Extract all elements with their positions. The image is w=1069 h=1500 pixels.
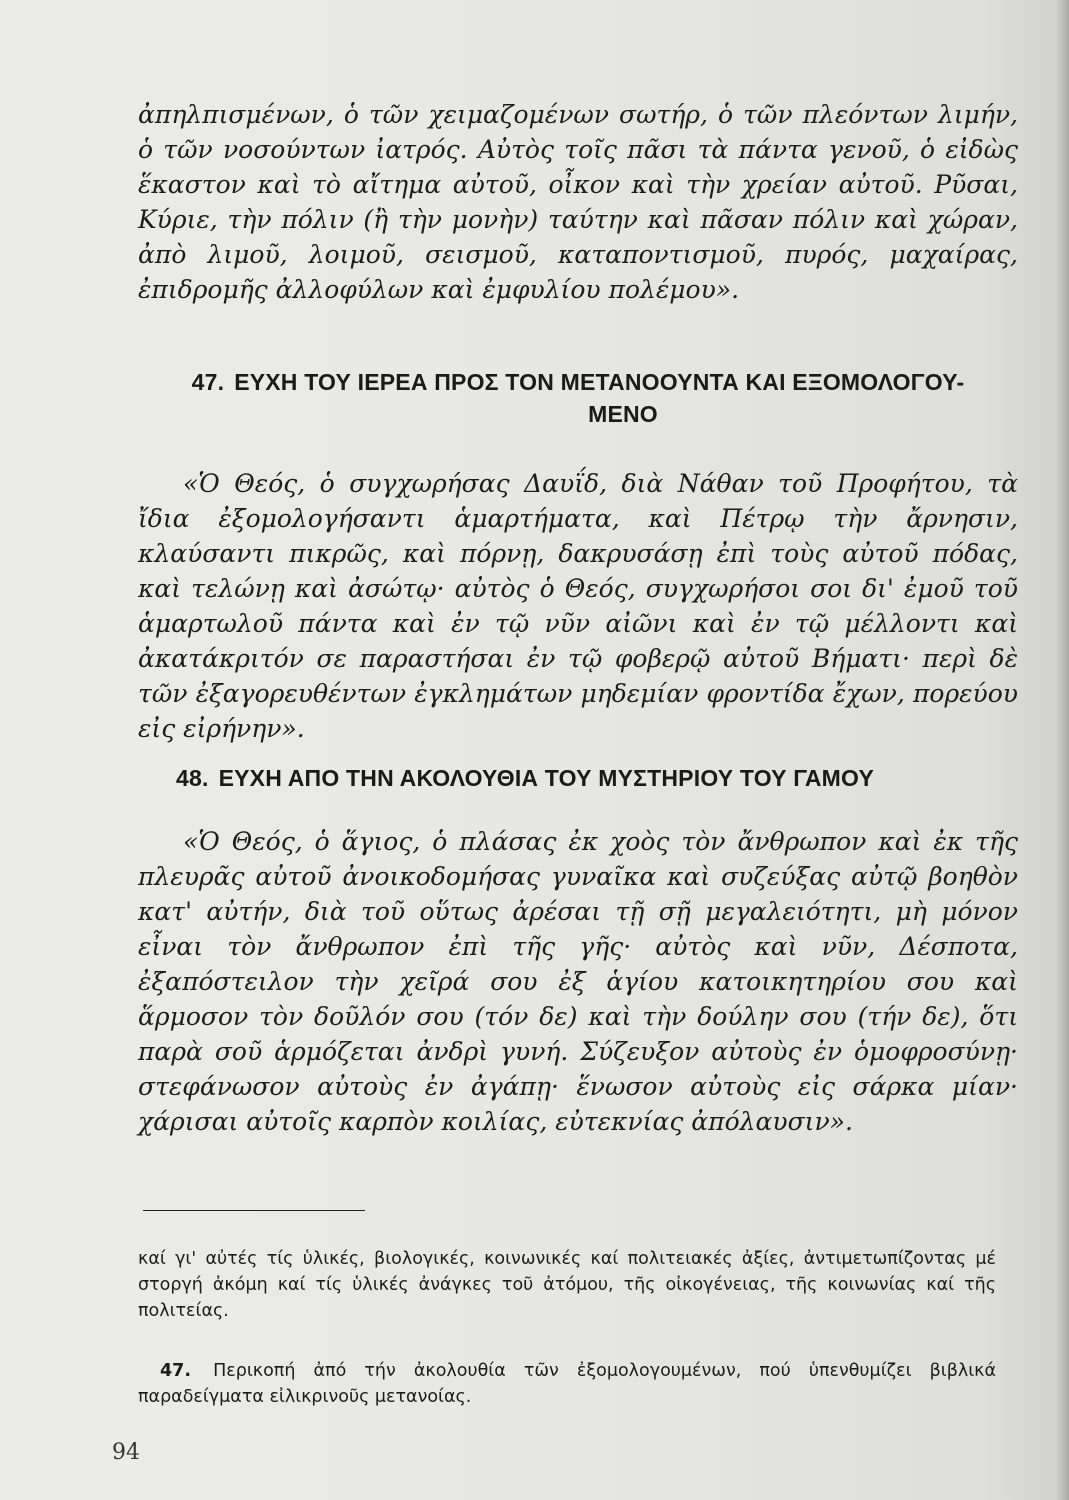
- section-title-47: ΕΥΧΗ ΤΟΥ ΙΕΡΕΑ ΠΡΟΣ ΤΟΝ ΜΕΤΑΝΟΟΥΝΤΑ ΚΑΙ ΕΞΟΜΟΛΟΓΟΥ-: [234, 369, 965, 395]
- section-heading-48: [176, 762, 1018, 794]
- section-number-48: 48.: [176, 765, 209, 791]
- section-title-48: ΕΥΧΗ ΑΠΟ ΤΗΝ ΑΚΟΛΟΥΘΙΑ ΤΟΥ ΜΥΣΤΗΡΙΟΥ ΤΟΥ ΓΑΜΟΥ: [218, 765, 874, 791]
- marriage-prayer-paragraph: «Ὁ Θεός, ὁ ἅγιος, ὁ πλάσας ἐκ χοὸς τὸν ἄνθρωπον καὶ ἐκ τῆς πλευρᾶς αὐτοῦ ἀνοικοδομήσας γυναῖκα καὶ συζεύξας αὐτῷ βοηθὸν κατ' αὐτήν, διὰ τοῦ οὕτως ἀρέσαι τῇ σῇ μεγαλειότητι, μὴ μόνον εἶναι τὸν ἄνθρωπον ἐπὶ τῆς γῆς· αὐτὸς καὶ νῦν, Δέσποτα, ἐξαπόστειλον τὴν χεῖρά σου ἐξ ἁγίου κατοικητηρίου σου καὶ ἅρμοσον τὸν δοῦλόν σου (τόν δε) καὶ τὴν δούλην σου (τήν δε), ὅτι παρὰ σοῦ ἁρμόζεται ἀνδρὶ γυνή. Σύζευξον αὐτοὺς ἐν ὁμοφροσύνῃ· στεφάνωσον αὐτοὺς ἐν ἀγάπῃ· ἕνωσον αὐτοὺς εἰς σάρκα μίαν· χάρισαι αὐτοῖς καρπὸν κοιλίας, εὐτεκνίας ἀπόλαυσιν».: [138, 827, 1018, 1136]
- confession-prayer-paragraph: «Ὁ Θεός, ὁ συγχωρήσας Δαυΐδ, διὰ Νάθαν τοῦ Προφήτου, τὰ ἴδια ἐξομολογήσαντι ἁμαρτήματα, καὶ Πέτρῳ τὴν ἄρνησιν, κλαύσαντι πικρῶς, καὶ πόρνῃ, δακρυσάσῃ ἐπὶ τοὺς αὐτοῦ πόδας, καὶ τελώνῃ καὶ ἀσώτῳ· αὐτὸς ὁ Θεός, συγχωρήσοι σοι δι' ἐμοῦ τοῦ ἁμαρτωλοῦ πάντα καὶ ἐν τῷ νῦν αἰῶνι καὶ ἐν τῷ μέλλοντι καὶ ἀκατάκριτόν σε παραστήσαι ἐν τῷ φοβερῷ αὐτοῦ Βήματι· περὶ δὲ τῶν ἐξαγορευθέντων ἐγκλημάτων μηδεμίαν φροντίδα ἔχων, πορεύου εἰς εἰρήνην».: [138, 469, 1018, 743]
- footnote-text: Περικοπή ἀπό τήν ἀκολουθία τῶν ἐξομολογουμένων, πού ὑπενθυμίζει βιβλικά παραδείγματα εἰλικρινοῦς μετανοίας.: [138, 1361, 996, 1407]
- footnote-47: [138, 1358, 996, 1410]
- section-number-47: 47.: [191, 369, 225, 395]
- prayer-paragraph-continued: ἀπηλπισμένων, ὁ τῶν χειμαζομένων σωτήρ, ὁ τῶν πλεόντων λιμήν, ὁ τῶν νοσούντων ἰατρός. Αὐτὸς τοῖς πᾶσι τὰ πάντα γενοῦ, ὁ εἰδὼς ἕκαστον καὶ τὸ αἴτημα αὐτοῦ, οἶκον καὶ τὴν χρείαν αὐτοῦ. Ρῦσαι, Κύριε, τὴν πόλιν (ἢ τὴν μονὴν) ταύτην καὶ πᾶσαν πόλιν καὶ χώραν, ἀπὸ λιμοῦ, λοιμοῦ, σεισμοῦ, καταποντισμοῦ, πυρός, μαχαίρας, ἐπιδρομῆς ἀλλοφύλων καὶ ἐμφυλίου πολέμου».: [138, 100, 1018, 304]
- section-title-47-continuation: ΜΕΝΟ: [588, 401, 658, 427]
- footnote-continued: καί γι' αὐτές τίς ὑλικές, βιολογικές, κοινωνικές καί πολιτειακές ἀξίες, ἀντιμετωπίζοντας μέ στοργή ἀκόμη καί τίς ὑλικές ἀνάγκες τοῦ ἀτόμου, τῆς οἰκογένειας, τῆς κοινωνίας καί τῆς πολιτείας.: [138, 1249, 996, 1321]
- section-heading-47: [138, 366, 1018, 430]
- footnote-divider: [143, 1210, 365, 1211]
- footnote-number: 47.: [160, 1361, 192, 1381]
- page-edge-shadow: [1053, 0, 1069, 1500]
- page-number: 94: [112, 1440, 140, 1465]
